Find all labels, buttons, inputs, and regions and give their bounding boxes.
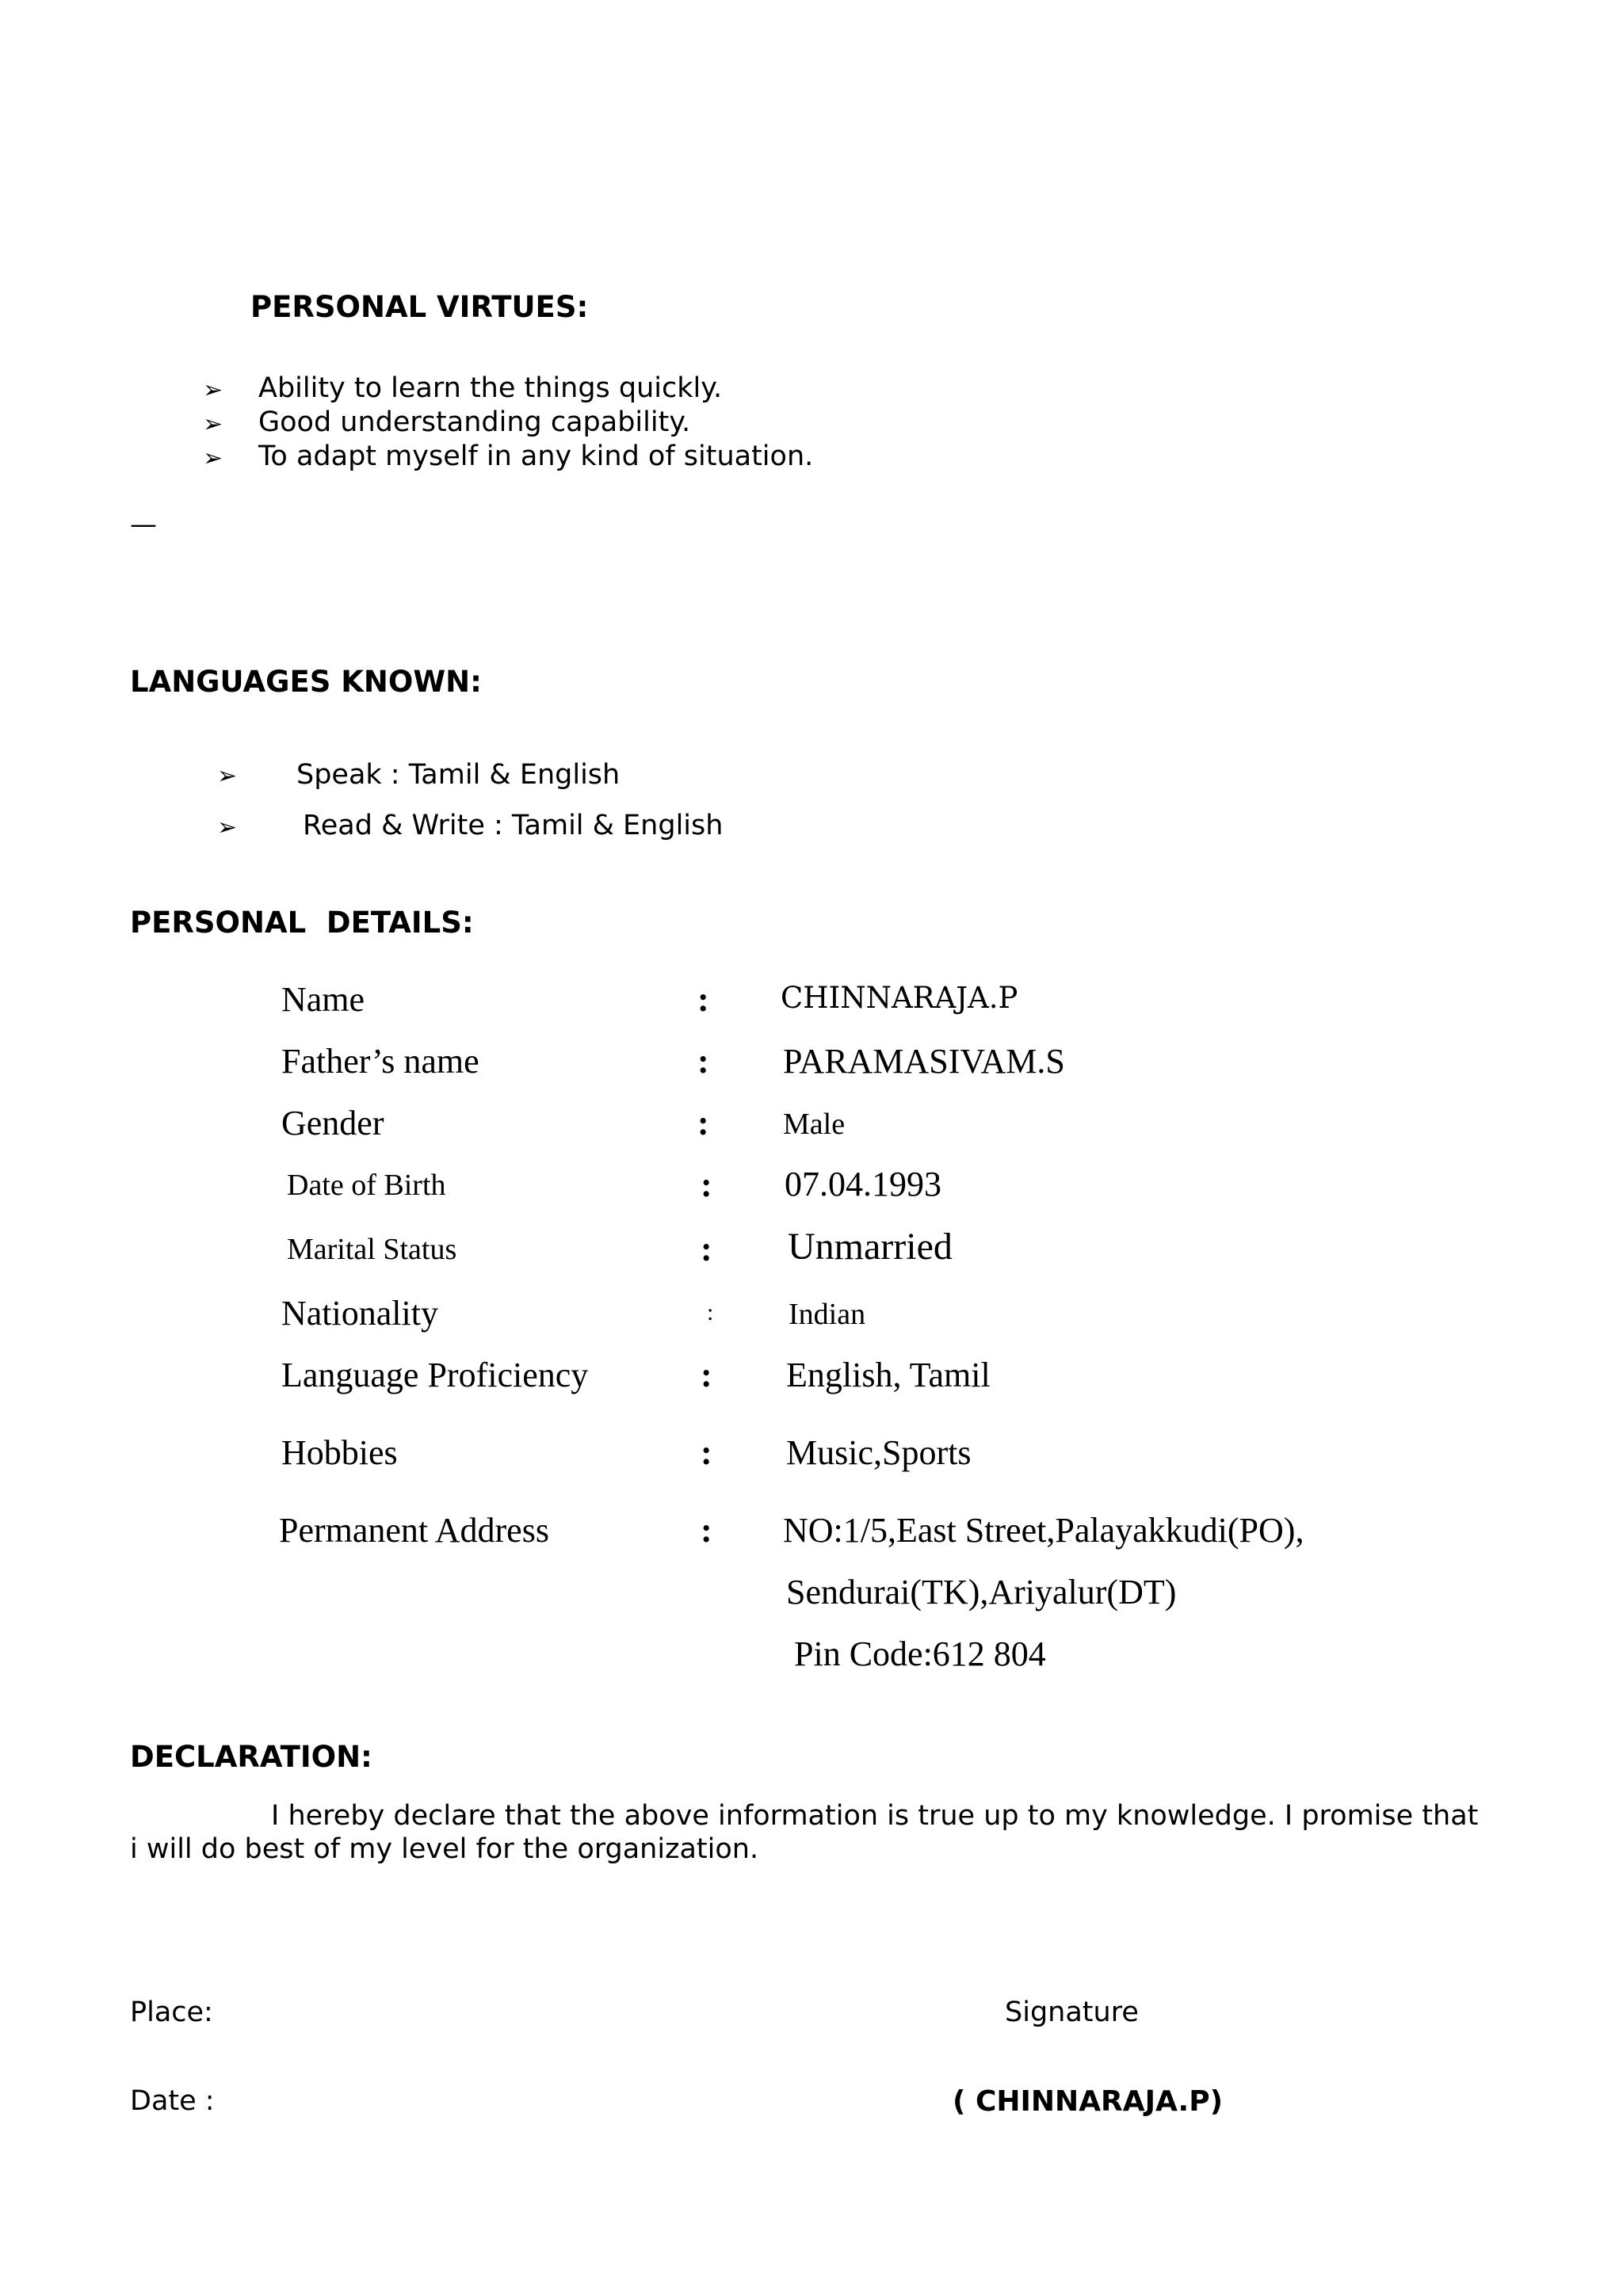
stray-dash: — xyxy=(130,509,157,540)
detail-value-address-line-1: NO:1/5,East Street,Palayakkudi(PO), xyxy=(783,1511,1304,1550)
language-item: Read & Write : Tamil & English xyxy=(303,810,724,841)
detail-value-nationality: Indian xyxy=(789,1298,866,1331)
arrowhead-bullet-icon: ➢ xyxy=(203,410,223,438)
detail-colon: : xyxy=(701,1433,712,1472)
detail-colon: : xyxy=(701,1230,712,1268)
declaration-text-line-2: i will do best of my level for the organization. xyxy=(130,1833,759,1865)
detail-value-hobbies: Music,Sports xyxy=(786,1433,972,1472)
detail-label-hobbies: Hobbies xyxy=(281,1433,398,1472)
arrowhead-bullet-icon: ➢ xyxy=(217,814,238,841)
signature-name: ( CHINNARAJA.P) xyxy=(953,2085,1224,2118)
signature-label: Signature xyxy=(1005,1997,1139,2028)
personal-virtues-heading: PERSONAL VIRTUES: xyxy=(250,290,589,324)
detail-value-language-proficiency: English, Tamil xyxy=(786,1356,991,1394)
date-label: Date : xyxy=(130,2085,215,2117)
arrowhead-bullet-icon: ➢ xyxy=(203,376,223,404)
detail-value-date-of-birth: 07.04.1993 xyxy=(785,1165,941,1203)
virtue-item: To adapt myself in any kind of situation. xyxy=(258,441,814,472)
detail-colon: : xyxy=(697,1104,709,1142)
detail-label-language-proficiency: Language Proficiency xyxy=(281,1356,589,1394)
detail-colon: : xyxy=(701,1356,712,1394)
virtue-item: Ability to learn the things quickly. xyxy=(258,372,723,404)
declaration-text-line-1: I hereby declare that the above information is true up to my knowledge. I promise that xyxy=(271,1800,1479,1832)
detail-label-marital-status: Marital Status xyxy=(287,1233,457,1266)
detail-colon: : xyxy=(701,1511,712,1550)
detail-value-marital-status: Unmarried xyxy=(788,1226,953,1268)
detail-label-fathers-name: Father’s name xyxy=(281,1042,479,1081)
detail-label-date-of-birth: Date of Birth xyxy=(287,1169,446,1202)
detail-value-address-line-3: Pin Code:612 804 xyxy=(794,1634,1046,1673)
detail-label-gender: Gender xyxy=(281,1104,384,1142)
virtue-item: Good understanding capability. xyxy=(258,406,691,438)
place-label: Place: xyxy=(130,1997,213,2028)
personal-details-heading: PERSONAL DETAILS: xyxy=(130,906,474,940)
detail-colon: : xyxy=(697,1042,709,1081)
detail-label-name: Name xyxy=(281,980,365,1019)
detail-label-nationality: Nationality xyxy=(281,1294,438,1333)
languages-known-heading: LANGUAGES KNOWN: xyxy=(130,665,482,699)
detail-colon: : xyxy=(701,1165,712,1204)
arrowhead-bullet-icon: ➢ xyxy=(217,762,238,790)
detail-value-address-line-2: Sendurai(TK),Ariyalur(DT) xyxy=(786,1573,1177,1611)
detail-colon: : xyxy=(697,980,709,1019)
detail-value-name: CHINNARAJA.P xyxy=(781,981,1018,1015)
detail-value-fathers-name: PARAMASIVAM.S xyxy=(783,1042,1065,1081)
language-item: Speak : Tamil & English xyxy=(296,759,621,791)
detail-colon: : xyxy=(707,1299,714,1325)
detail-value-gender: Male xyxy=(783,1108,846,1141)
arrowhead-bullet-icon: ➢ xyxy=(203,444,223,472)
declaration-heading: DECLARATION: xyxy=(130,1740,372,1774)
detail-label-permanent-address: Permanent Address xyxy=(279,1511,549,1550)
